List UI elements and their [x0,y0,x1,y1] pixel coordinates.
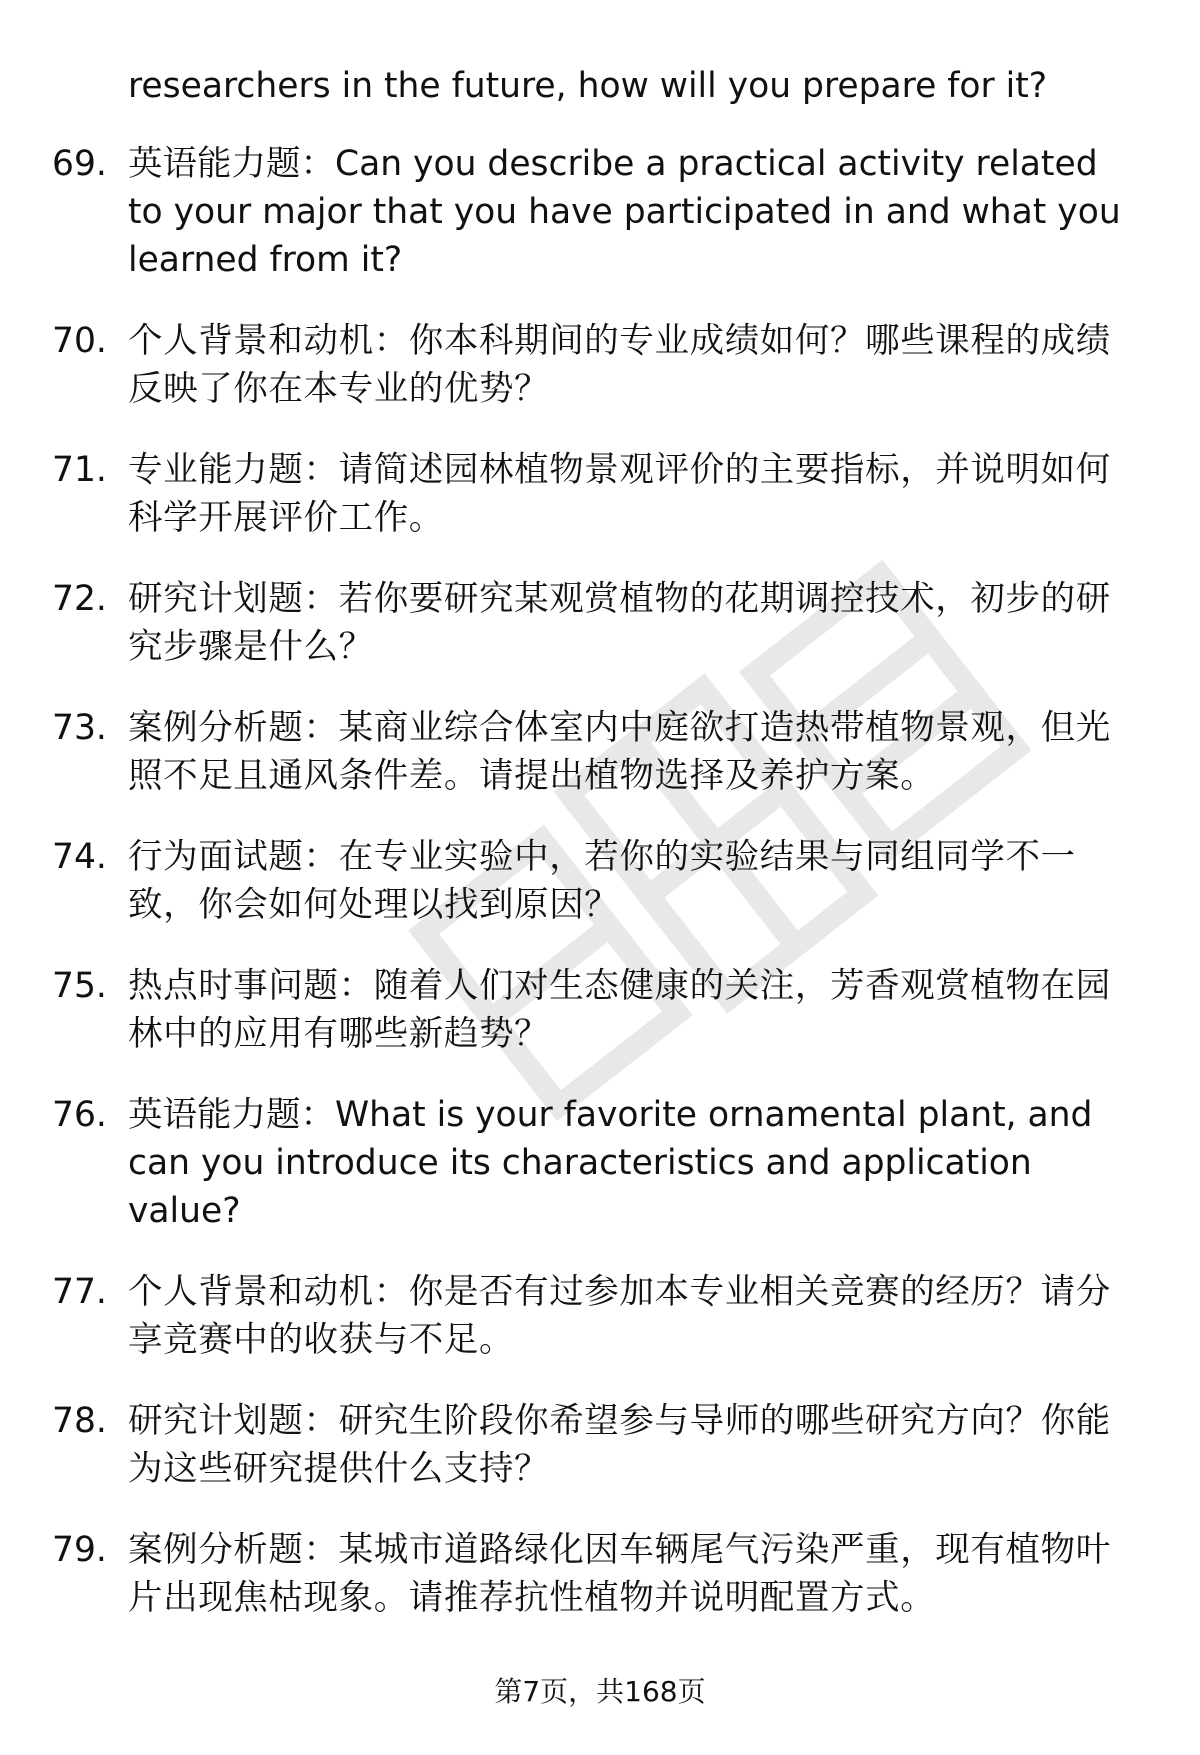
question-text: 研究计划题：研究生阶段你希望参与导师的哪些研究方向？你能为这些研究提供什么支持？ [128,1401,1111,1489]
question-number: 72. [52,579,107,619]
question-number: 75. [52,966,107,1006]
question-number: 70. [52,321,107,361]
question-item [0,1091,1200,1235]
question-text: 行为面试题：在专业实验中，若你的实验结果与同组同学不一致，你会如何处理以找到原因？ [128,837,1076,925]
question-item [0,1268,1200,1364]
question-text: 英语能力题：What is your favorite ornamental plant, and can you introduce its characteristics and application value? [128,1095,1093,1231]
question-text: 个人背景和动机：你本科期间的专业成绩如何？哪些课程的成绩反映了你在本专业的优势？ [128,321,1111,409]
question-text: 英语能力题：Can you describe a practical activity related to your major that you have participated in and what you learned from it? [128,144,1121,280]
question-item [0,704,1200,800]
question-item [0,446,1200,542]
question-number: 74. [52,837,107,877]
question-list [0,140,1200,1655]
question-item [0,317,1200,413]
question-text: 专业能力题：请简述园林植物景观评价的主要指标，并说明如何科学开展评价工作。 [128,450,1111,538]
question-text: 热点时事问题：随着人们对生态健康的关注，芳香观赏植物在园林中的应用有哪些新趋势？ [128,966,1111,1054]
question-item [0,962,1200,1058]
question-number: 78. [52,1401,107,1441]
question-number: 79. [52,1530,107,1570]
question-number: 76. [52,1095,107,1135]
question-number: 69. [52,144,107,184]
question-number: 71. [52,450,107,490]
page-number: 第7页，共168页 [494,1675,706,1708]
question-number: 77. [52,1272,107,1312]
question-text: 个人背景和动机：你是否有过参加本专业相关竞赛的经历？请分享竞赛中的收获与不足。 [128,1272,1111,1360]
question-item [0,575,1200,671]
continuation-text: researchers in the future, how will you prepare for it? [128,66,1048,106]
question-text: 案例分析题：某城市道路绿化因车辆尾气污染严重，现有植物叶片出现焦枯现象。请推荐抗性植物并说明配置方式。 [128,1530,1111,1618]
question-number: 73. [52,708,107,748]
question-item [0,1526,1200,1622]
question-item [0,140,1200,284]
question-item [0,833,1200,929]
question-item [0,1397,1200,1493]
question-text: 案例分析题：某商业综合体室内中庭欲打造热带植物景观，但光照不足且通风条件差。请提出植物选择及养护方案。 [128,708,1111,796]
question-text: 研究计划题：若你要研究某观赏植物的花期调控技术，初步的研究步骤是什么？ [128,579,1111,667]
